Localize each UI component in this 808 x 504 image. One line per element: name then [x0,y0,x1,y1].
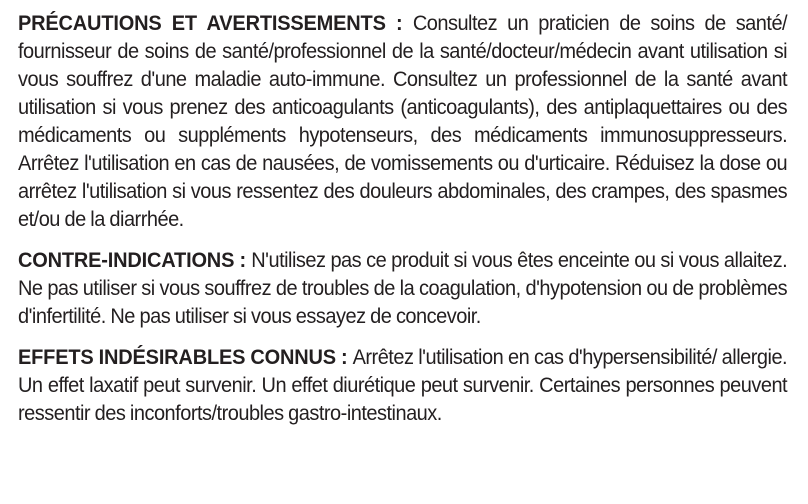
side-effects-section [18,343,787,427]
side-effects-heading: EFFETS INDÉSIRABLES CONNUS : [18,345,353,369]
precautions-text: Consultez un praticien de soins de santé/ fournisseur de soins de santé/professionnel de la santé/docteur/médecin avant utilisation si vous souffrez d'une maladie auto-immune. Consultez un professionnel de la santé avant utilisation si vous prenez des anticoagulants (anticoagulants), des antiplaquettaires ou des médicaments ou suppléments hypotenseurs, des médicaments immunosuppresseurs. Arrêtez l'utilisation en cas de nausées, de vomissements ou d'urticaire. Réduisez la dose ou arrêtez l'utilisation si vous ressentez des douleurs abdominales, des crampes, des spasmes et/ou de la diarrhée. [18,11,788,231]
precautions-section [18,9,787,233]
side-effects-text: Arrêtez l'utilisation en cas d'hypersensibilité/ allergie. Un effet laxatif peut survenir. Un effet diurétique peut survenir. Certaines personnes peuvent ressentir des inconforts/troubles gastro-intestinaux. [18,345,788,425]
contraindications-text: N'utilisez pas ce produit si vous êtes enceinte ou si vous allaitez. Ne pas utiliser si vous souffrez de troubles de la coagulation, d'hypotension ou de problèmes d'infertilité. Ne pas utiliser si vous essayez de concevoir. [18,248,788,328]
precautions-heading: PRÉCAUTIONS ET AVERTISSEMENTS : [18,11,413,35]
contraindications-heading: CONTRE-INDICATIONS : [18,248,252,272]
contraindications-section [18,246,787,330]
